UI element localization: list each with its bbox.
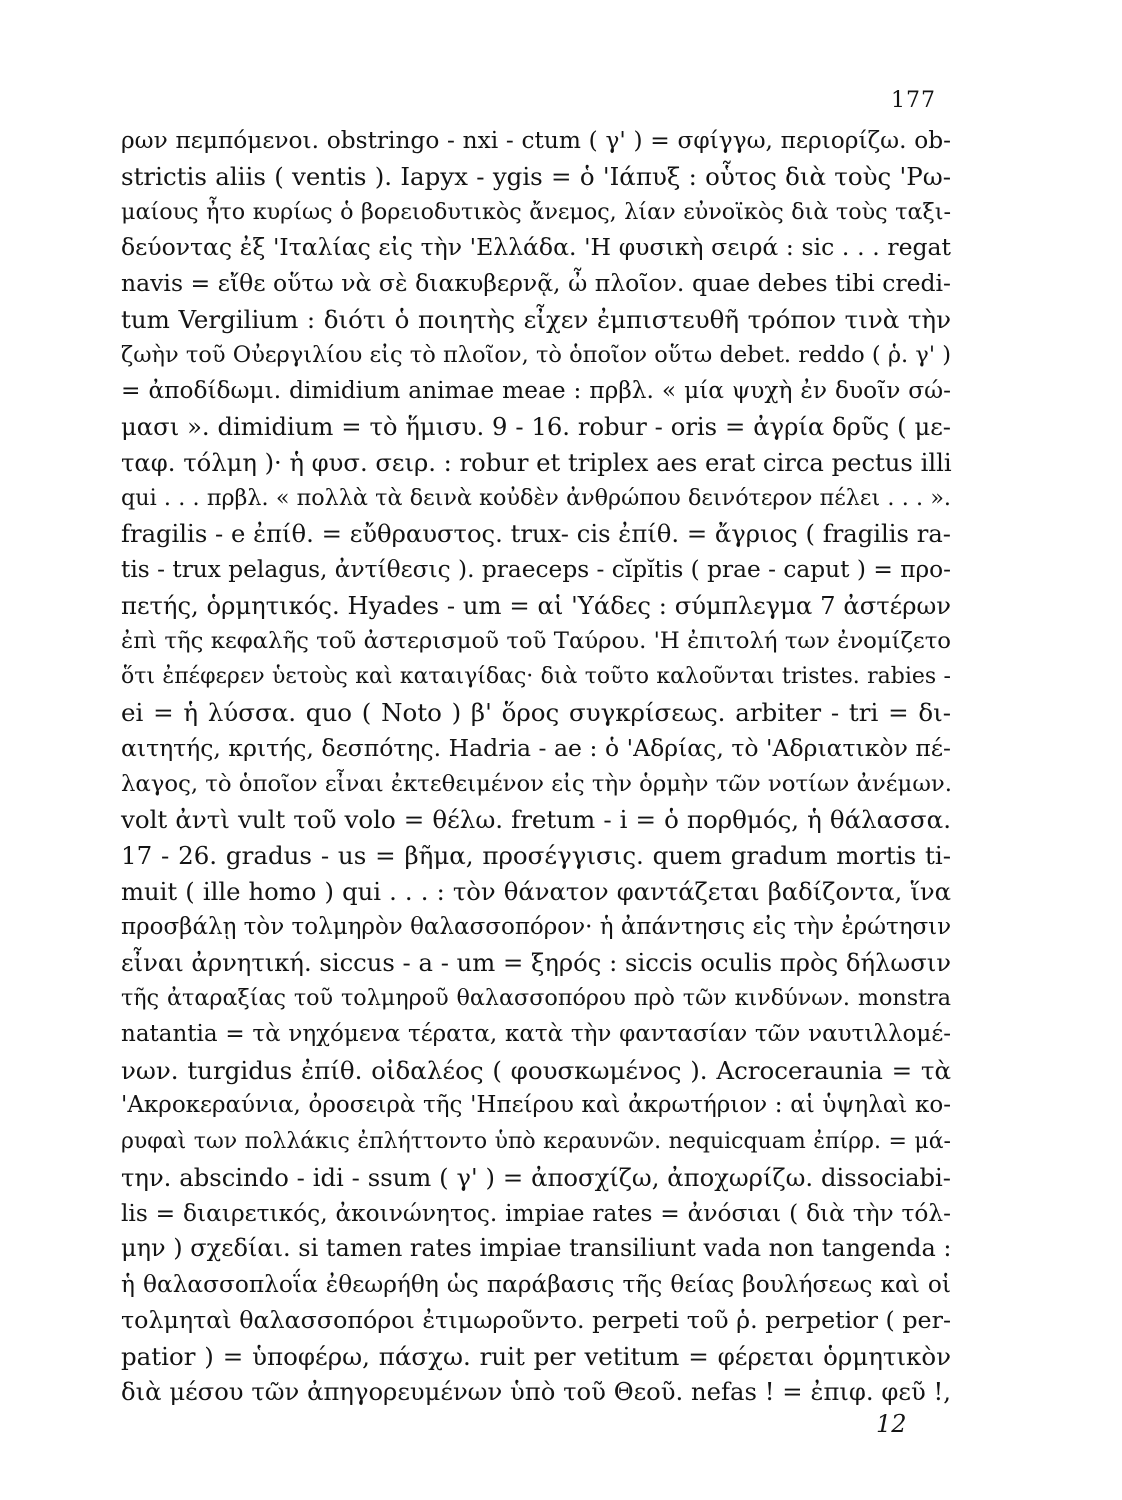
text-line: fragilis - e ἐπίθ. = εὔθραυστος. trux- cis ἐπίθ. = ἄγριος ( fragilis ra- [121,519,951,549]
text-line: navis = εἴθε οὕτω νὰ σὲ διακυβερνᾷ, ὦ πλοῖον. quae debes tibi credi- [121,269,951,297]
text-line: qui . . . πρβλ. « πολλὰ τὰ δεινὰ κοὐδὲν ἀνθρώπου δεινότερον πέλει . . . ». [121,484,951,511]
text-line: λαγος, τὸ ὁποῖον εἶναι ἐκτεθειμένον εἰς τὴν ὁρμὴν τῶν νοτίων ἀνέμων. [121,770,952,797]
text-line: ἡ θαλασσοπλοΐα ἐθεωρήθη ὡς παράβασις τῆς θείας βουλήσεως καὶ οἱ [121,1271,951,1298]
text-line: δεύοντας ἐξ 'Ιταλίας εἰς τὴν 'Ελλάδα. 'Η φυσικὴ σειρά : sic . . . regat [121,233,951,262]
text-line: tis - trux pelagus, ἀντίθεσις ). praeceps - cĭpĭtis ( prae - caput ) = προ- [121,556,951,583]
text-line: τολμηταὶ θαλασσοπόροι ἐτιμωροῦντο. perpeti τοῦ ῥ. perpetior ( per- [121,1305,951,1334]
text-line: natantia = τὰ νηχόμενα τέρατα, κατὰ τὴν φαντασίαν τῶν ναυτιλλομέ- [121,1020,951,1047]
body-text [121,123,951,1410]
text-line: μασι ». dimidium = τὸ ἥμισυ. 9 - 16. robur - oris = ἀγρία δρῦς ( με- [121,412,951,441]
text-line: αιτητής, κριτής, δεσπότης. Hadria - ae : ὁ 'Αδρίας, τὸ 'Αδριατικὸν πέ- [121,733,951,762]
text-line: ταφ. τόλμη )· ἡ φυσ. σειρ. : robur et triplex aes erat circa pectus illi [121,447,952,477]
text-line: ρυφαὶ των πολλάκις ἐπλήττοντο ὑπὸ κεραυνῶν. nequicquam ἐπίρρ. = μά- [121,1129,951,1154]
text-line: νων. turgidus ἐπίθ. οἰδαλέος ( φουσκωμένος ). Acroceraunia = τὰ [121,1055,951,1085]
page-number: 177 [891,88,936,113]
text-line: ρων πεμπόμενοι. obstringo - nxi - ctum ( γ' ) = σφίγγω, περιορίζω. ob- [121,127,951,154]
text-line: tum Vergilium : διότι ὁ ποιητὴς εἶχεν ἐμπιστευθῆ τρόπον τινὰ τὴν [121,304,951,334]
text-line: προσβάλῃ τὸν τολμηρὸν θαλασσοπόρον· ἡ ἀπάντησις εἰς τὴν ἐρώτησιν [121,913,952,940]
text-line: muit ( ille homo ) qui . . . : τὸν θάνατον φαντάζεται βαδίζοντα, ἵνα [121,876,951,906]
text-line: strictis aliis ( ventis ). Iapyx - ygis = ὁ 'Ιάπυξ : οὗτος διὰ τοὺς 'Ρω- [121,161,951,191]
text-line: μαίους ἦτο κυρίως ὁ βορειοδυτικὸς ἄνεμος, λίαν εὐνοϊκὸς διὰ τοὺς ταξι- [121,198,951,225]
text-line: μην ) σχεδίαι. si tamen rates impiae transiliunt vada non tangenda : [121,1234,952,1263]
text-line: τῆς ἀταραξίας τοῦ τολμηροῦ θαλασσοπόρου πρὸ τῶν κινδύνων. monstra [121,985,951,1011]
text-line: ἐπὶ τῆς κεφαλῆς τοῦ ἀστερισμοῦ τοῦ Ταύρου. 'Η ἐπιτολή των ἐνομίζετο [121,627,951,654]
text-line: patior ) = ὑποφέρω, πάσχω. ruit per vetitum = φέρεται ὁρμητικὸν [121,1341,951,1371]
text-line: = ἀποδίδωμι. dimidium animae meae : πρβλ. « μία ψυχὴ ἐν δυοῖν σώ- [121,377,951,405]
signature-mark: 12 [876,1410,907,1438]
text-line: ὅτι ἐπέφερεν ὑετοὺς καὶ καταιγίδας· διὰ τοῦτο καλοῦνται tristes. rabies - [121,664,951,690]
text-line: 'Ακροκεραύνια, ὀροσειρὰ τῆς 'Ηπείρου καὶ ἀκρωτήριον : αἱ ὑψηλαὶ κο- [121,1092,951,1119]
text-line: ζωὴν τοῦ Οὐεργιλίου εἰς τὸ πλοῖον, τὸ ὁποῖον οὕτω debet. reddo ( ῥ. γ' ) [121,341,951,368]
text-line: πετής, ὁρμητικός. Hyades - um = αἱ 'Υάδες : σύμπλεγμα 7 ἀστέρων [121,590,951,620]
text-line: ei = ἡ λύσσα. quo ( Noto ) β' ὅρος συγκρίσεως. arbiter - tri = δι- [121,698,951,727]
text-line: volt ἀντὶ vult τοῦ volo = θέλω. fretum - i = ὁ πορθμός, ἡ θάλασσα. [121,805,951,835]
text-line: 17 - 26. gradus - us = βῆμα, προσέγγισις. quem gradum mortis ti- [121,841,951,870]
text-line: εἶναι ἀρνητική. siccus - a - um = ξηρός : siccis oculis πρὸς δήλωσιν [121,948,951,978]
text-line: lis = διαιρετικός, ἀκοινώνητος. impiae rates = ἀνόσιαι ( διὰ τὴν τόλ- [121,1199,951,1227]
text-line: διὰ μέσου τῶν ἀπηγορευμένων ὑπὸ τοῦ Θεοῦ. nefas ! = ἐπιφ. φεῦ !, [121,1377,951,1407]
text-line: την. abscindo - idi - ssum ( γ' ) = ἀποσχίζω, ἀποχωρίζω. dissociabi- [121,1162,951,1192]
